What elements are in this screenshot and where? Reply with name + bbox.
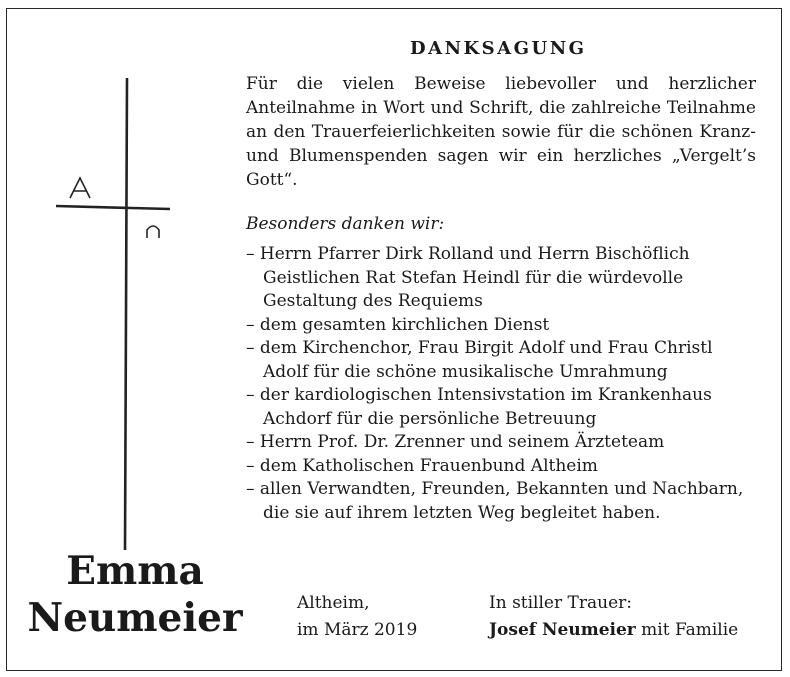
place-date <box>297 590 417 644</box>
place-city: Altheim, <box>297 593 370 613</box>
omega-icon <box>147 226 159 238</box>
mourners-line <box>489 617 738 644</box>
deceased-last-name: Neumeier <box>27 595 243 641</box>
intro-text: Für die vielen Beweise liebevoller und herzlicher Anteilnahme in Wort und Schrift, die zahlreiche Teilnahme an den Trauerfeierlichkeiten sowie für die schönen Kranz- und Blumenspenden sagen wir ein herzliches „Vergelt’s Gott“. <box>246 74 756 190</box>
deceased-first-name: Emma <box>66 548 204 594</box>
list-item: – dem Kirchenchor, Frau Birgit Adolf und Frau Christl Adolf für die schöne musikalische Umrahmung <box>246 337 761 384</box>
notice-title: DANKSAGUNG <box>410 38 587 59</box>
thanks-list <box>246 243 761 525</box>
mourners-suffix: mit Familie <box>635 620 739 640</box>
list-item: – allen Verwandten, Freunden, Bekannten und Nachbarn, die sie auf ihrem letzten Weg begleitet haben. <box>246 478 761 525</box>
deceased-name <box>20 548 250 642</box>
intro-paragraph <box>246 72 756 192</box>
list-item: – Herrn Prof. Dr. Zrenner und seinem Ärzteteam <box>246 431 761 455</box>
mourners-heading: In stiller Trauer: <box>489 593 632 613</box>
cross-alpha-omega-icon <box>50 72 180 552</box>
mourners-block <box>489 590 738 644</box>
alpha-icon <box>70 178 90 198</box>
mourners-signer: Josef Neumeier <box>489 620 636 640</box>
thanks-heading: Besonders danken wir: <box>246 214 445 234</box>
list-item: – der kardiologischen Intensivstation im Krankenhaus Achdorf für die persönliche Betreuung <box>246 384 761 431</box>
list-item: – dem gesamten kirchlichen Dienst <box>246 314 761 338</box>
list-item: – dem Katholischen Frauenbund Altheim <box>246 455 761 479</box>
place-date-text: im März 2019 <box>297 620 418 640</box>
list-item: – Herrn Pfarrer Dirk Rolland und Herrn Bischöflich Geistlichen Rat Stefan Heindl für die würdevolle Gestaltung des Requiems <box>246 243 761 314</box>
